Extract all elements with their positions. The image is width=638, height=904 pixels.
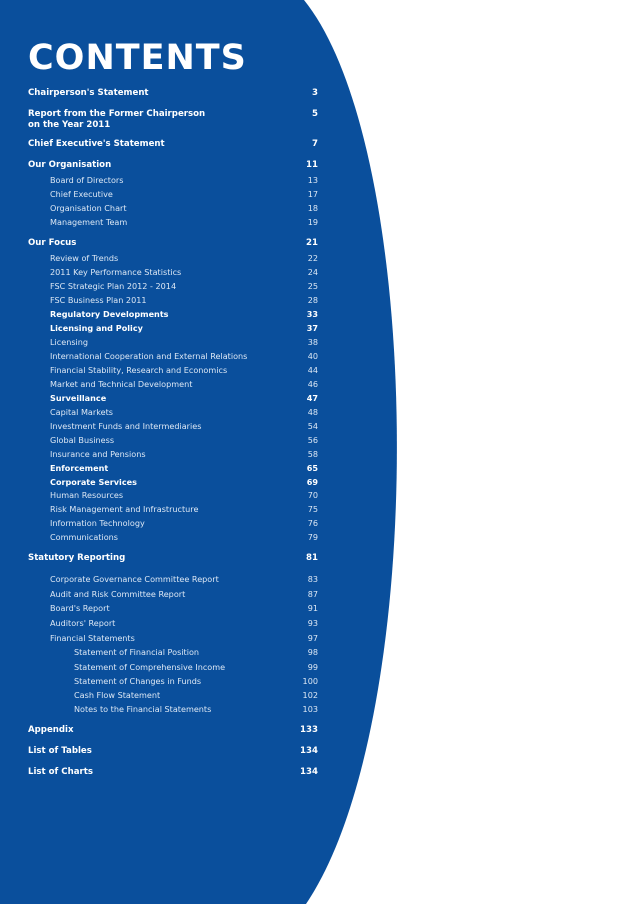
toc-entry-label: Chief Executive's Statement	[28, 139, 165, 149]
toc-page-number: 102	[302, 690, 318, 700]
toc-page-number: 81	[306, 553, 318, 563]
toc-page-number: 91	[307, 603, 318, 613]
toc-entry-label: Capital Markets	[50, 407, 113, 417]
toc-entry-label: Corporate Services	[50, 477, 137, 487]
toc-page-number: 103	[302, 704, 318, 714]
toc-page-number: 134	[300, 767, 318, 777]
toc-entry-label: Licensing and Policy	[50, 323, 143, 333]
toc-page-number: 54	[307, 421, 318, 431]
page-title: CONTENTS	[28, 38, 247, 78]
toc-entry-label: Licensing	[50, 337, 89, 347]
toc-page-number: 21	[306, 238, 318, 248]
toc-page-number: 28	[307, 295, 318, 305]
toc-page-number: 7	[312, 139, 318, 149]
toc-entry-label: Corporate Governance Committee Report	[50, 574, 219, 584]
toc-page-number: 69	[306, 477, 318, 487]
toc-page-number: 18	[307, 203, 318, 213]
toc-page-number: 134	[300, 746, 318, 756]
toc-entry-label: 2011 Key Performance Statistics	[50, 267, 182, 277]
toc-page-number: 3	[312, 88, 318, 98]
toc-page-number: 99	[307, 662, 318, 672]
toc-entry-label: Risk Management and Infrastructure	[50, 504, 199, 514]
toc-entry-label: Board of Directors	[50, 175, 124, 185]
toc-entry-label: FSC Business Plan 2011	[50, 295, 147, 305]
toc-entry-label: Organisation Chart	[50, 203, 127, 213]
toc-page-number: 70	[307, 490, 318, 500]
toc-page-number: 58	[307, 449, 318, 459]
toc-entry-label: Statement of Financial Position	[74, 647, 200, 657]
toc-entry-label: Our Organisation	[28, 160, 112, 170]
toc-page-number: 98	[307, 647, 318, 657]
toc-page-number: 100	[302, 676, 318, 686]
toc-page-number: 37	[306, 323, 318, 333]
toc-entry-label: Our Focus	[28, 238, 77, 248]
toc-entry-label: Auditors' Report	[50, 618, 116, 628]
toc-page-number: 44	[307, 365, 318, 375]
toc-entry-label: Surveillance	[50, 393, 107, 403]
toc-page-number: 48	[307, 407, 318, 417]
toc-entry-label: Financial Stability, Research and Economics	[50, 365, 228, 375]
toc-page-number: 133	[300, 725, 318, 735]
toc-page-number: 24	[307, 267, 318, 277]
toc-entry-label: Cash Flow Statement	[74, 690, 161, 700]
toc-entry-label: Chief Executive	[50, 189, 113, 199]
toc-entry-label: Statement of Comprehensive Income	[74, 662, 226, 672]
toc-entry-label: Board's Report	[50, 603, 110, 613]
toc-entry-label: Global Business	[50, 435, 115, 445]
toc-page-number: 25	[307, 281, 318, 291]
toc-page-number: 47	[306, 393, 318, 403]
toc-page-number: 46	[307, 379, 318, 389]
toc-entry-label: Information Technology	[50, 518, 145, 528]
toc-page-number: 56	[307, 435, 318, 445]
toc-page-number: 83	[307, 574, 318, 584]
toc-page-number: 79	[307, 532, 318, 542]
toc-entry-label: Statutory Reporting	[28, 553, 126, 563]
toc-page-number: 17	[307, 189, 318, 199]
toc-entry-label: Chairperson's Statement	[28, 88, 149, 98]
toc-entry-label: Human Resources	[50, 490, 124, 500]
toc-entry-label: FSC Strategic Plan 2012 - 2014	[50, 281, 177, 291]
toc-page-number: 22	[307, 253, 318, 263]
toc-entry-label: Enforcement	[50, 463, 109, 473]
toc-entry-label: Market and Technical Development	[50, 379, 193, 389]
toc-entry-label: Regulatory Developments	[50, 309, 169, 319]
toc-page-number: 87	[307, 589, 318, 599]
toc-page-number: 40	[307, 351, 318, 361]
toc-page-number: 75	[307, 504, 318, 514]
toc-page-number: 13	[307, 175, 318, 185]
toc-entry-label: Communications	[50, 532, 119, 542]
toc-entry-label: List of Tables	[28, 746, 92, 756]
toc-entry-label: Notes to the Financial Statements	[74, 704, 212, 714]
toc-page-number: 5	[312, 109, 318, 119]
toc-entry-label: Investment Funds and Intermediaries	[50, 421, 202, 431]
toc-entry-label: Review of Trends	[50, 253, 119, 263]
toc-entry-label: Financial Statements	[50, 633, 135, 643]
toc-entry-label: Audit and Risk Committee Report	[50, 589, 186, 599]
toc-page-number: 65	[306, 463, 318, 473]
toc-entry-label: International Cooperation and External Relations	[50, 351, 248, 361]
toc-page-number: 33	[306, 309, 318, 319]
toc-page-number: 93	[307, 618, 318, 628]
toc-page-number: 11	[306, 160, 318, 170]
toc-entry-label: List of Charts	[28, 767, 93, 777]
toc-entry-label: Statement of Changes in Funds	[74, 676, 202, 686]
toc-page-number: 38	[307, 337, 318, 347]
toc-entry-label: Insurance and Pensions	[50, 449, 146, 459]
toc-page-number: 76	[307, 518, 318, 528]
toc-entry-label: Report from the Former Chairperson on the Year 2011	[28, 109, 206, 130]
toc-page-number: 19	[307, 217, 318, 227]
toc-page-number: 97	[307, 633, 318, 643]
toc-entry-label: Management Team	[50, 217, 128, 227]
toc-entry-label: Appendix	[28, 725, 74, 735]
